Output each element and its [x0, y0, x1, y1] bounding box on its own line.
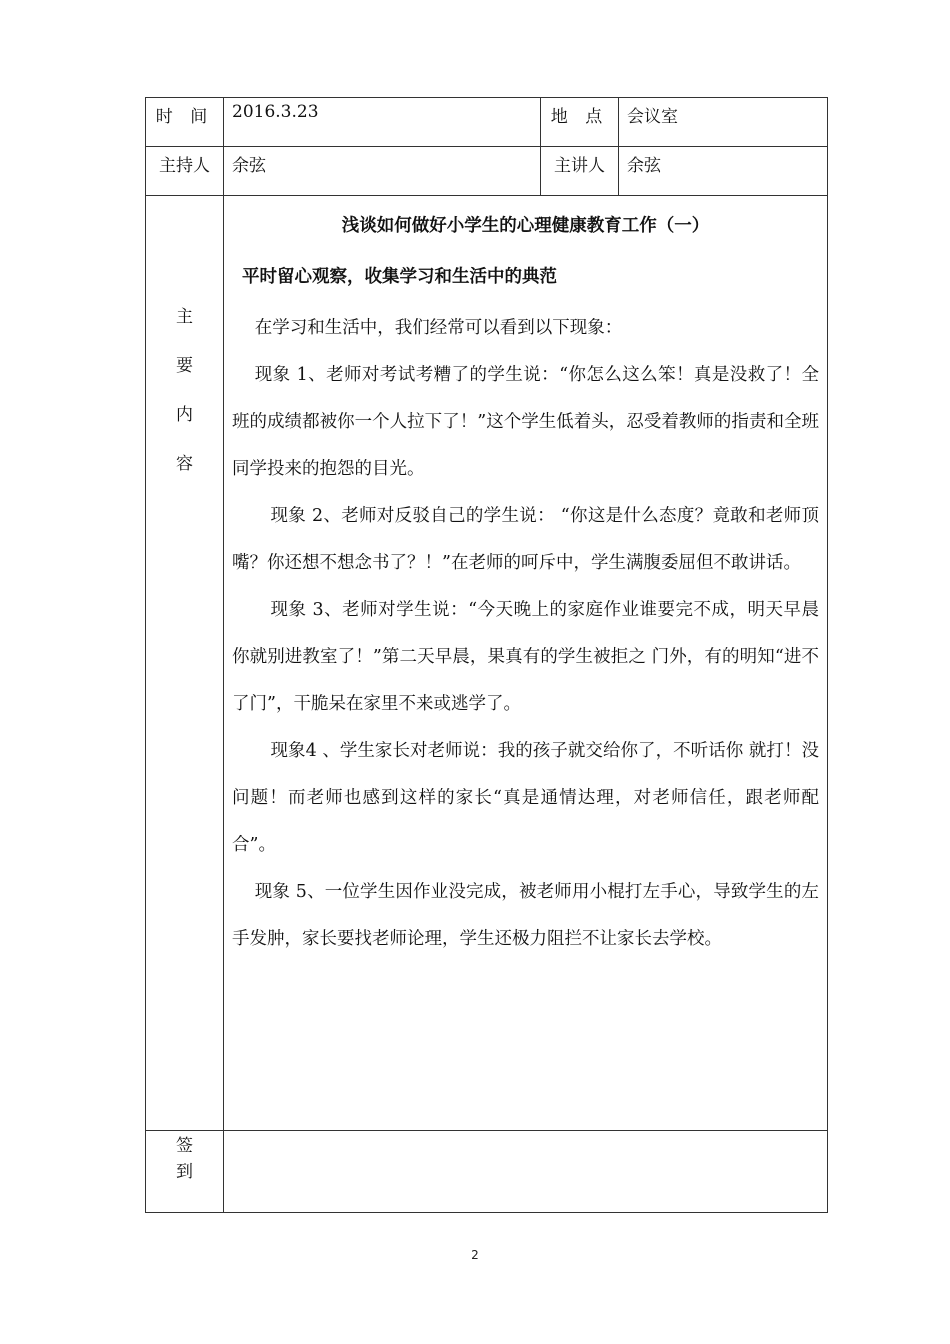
phenomenon-paragraph: 现象 3、老师对学生说：“今天晚上的家庭作业谁要完不成，明天早晨你就别进教室了！”第二天早晨，果真有的学生被拒之 门外，有的明知“进不了门”，干脆呆在家里不来或逃学了。: [232, 600, 819, 714]
phenomenon-paragraph: 现象4 、学生家长对老师说：我的孩子就交给你了，不听话你 就打！没问题！而老师也感到这样的家长“真是通情达理，对老师信任，跟老师配合”。: [232, 741, 819, 855]
document-title: 浅谈如何做好小学生的心理健康教育工作（一）: [341, 216, 710, 236]
phenomenon-paragraph: 现象 2、老师对反驳自己的学生说： “你这是什么态度？竟敢和老师顶嘴？你还想不想念书了？！”在老师的呵斥中，学生满腹委屈但不敢讲话。: [232, 506, 819, 573]
sign-in-cell: [224, 1131, 828, 1213]
time-label: 时 间: [146, 98, 224, 147]
time-place-row: [146, 98, 828, 147]
speaker-label: 主讲人: [541, 147, 619, 196]
place-value: 会议室: [619, 98, 828, 147]
label-char: 到: [176, 1162, 193, 1182]
label-char: 容: [176, 454, 193, 474]
label-char: 要: [176, 356, 193, 376]
main-content-row: [146, 196, 828, 1131]
sign-in-row: [146, 1131, 828, 1213]
host-speaker-row: [146, 147, 828, 196]
sign-in-label: [146, 1131, 224, 1213]
speaker-value: 余弦: [619, 147, 828, 196]
host-value: 余弦: [224, 147, 541, 196]
page-number: 2: [471, 1248, 479, 1262]
meeting-record-table: [145, 97, 828, 1213]
host-label: 主持人: [146, 147, 224, 196]
label-char: 内: [176, 405, 193, 425]
phenomenon-paragraph: 现象 5、一位学生因作业没完成，被老师用小棍打左手心，导致学生的左手发肿，家长要找老师论理，学生还极力阻拦不让家长去学校。: [232, 882, 819, 949]
section-heading: 平时留心观察，收集学习和生活中的典范: [242, 267, 557, 287]
main-content-cell: [224, 196, 828, 1131]
main-content-label: [146, 196, 224, 1131]
phenomenon-paragraph: 现象 1、老师对考试考糟了的学生说：“你怎么这么笨！真是没救了！全班的成绩都被你一个人拉下了！”这个学生低着头，忍受着教师的指责和全班同学投来的抱怨的目光。: [232, 365, 819, 479]
place-label: 地 点: [541, 98, 619, 147]
time-value: 2016.3.23: [224, 98, 541, 147]
label-char: 签: [176, 1136, 193, 1156]
label-char: 主: [176, 307, 193, 327]
intro-paragraph: 在学习和生活中，我们经常可以看到以下现象：: [254, 318, 623, 338]
